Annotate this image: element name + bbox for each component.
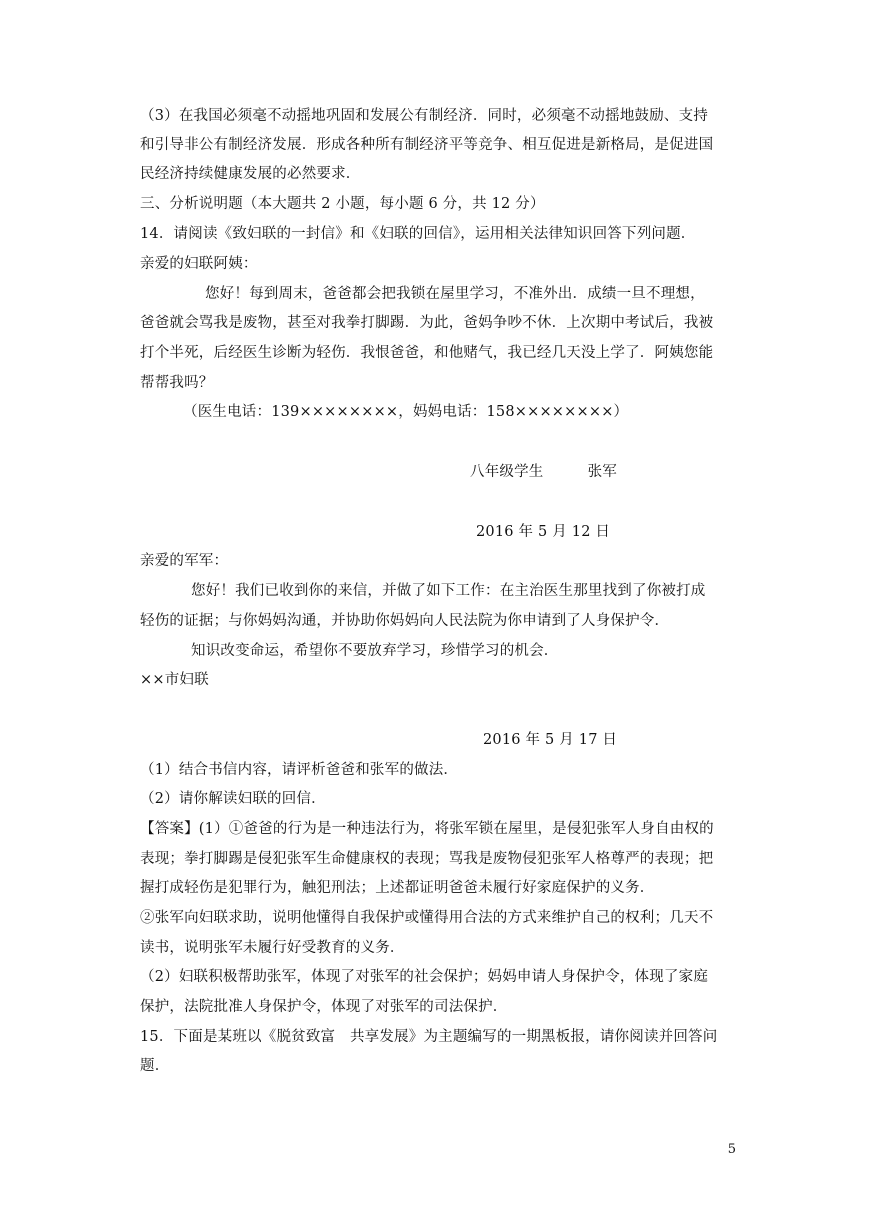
- q15-line-2: 题．: [140, 1058, 170, 1074]
- letter1-body-line-3: 打个半死，后经医生诊断为轻伤．我恨爸爸，和他赌气，我已经几天没上学了．阿姨您能: [140, 345, 714, 361]
- letter1-signature: 八年级学生 张军: [470, 464, 617, 480]
- q14-stem: 14．请阅读《致妇联的一封信》和《妇联的回信》，运用相关法律知识回答下列问题．: [140, 226, 696, 242]
- letter1-body-line-2: 爸爸就会骂我是废物，甚至对我拳打脚踢．为此，爸妈争吵不休．上次期中考试后，我被: [140, 315, 714, 331]
- q14-answer-line-3: 握打成轻伤是犯罪行为，触犯刑法；上述都证明爸爸未履行好家庭保护的义务．: [140, 880, 655, 896]
- q14-answer-line-1: 【答案】(1）①爸爸的行为是一种违法行为，将张军锁在屋里，是侵犯张军人身自由权的: [140, 821, 714, 837]
- letter1-date: 2016 年 5 月 12 日: [476, 524, 611, 540]
- letter2-salutation: 亲爱的军军：: [140, 553, 229, 569]
- q14-sub2: （2）请你解读妇联的回信．: [140, 791, 326, 807]
- answer-part3-line-3: 民经济持续健康发展的必然要求．: [140, 166, 361, 182]
- answer-part3-line-1: （3）在我国必须毫不动摇地巩固和发展公有制经济．同时，必须毫不动摇地鼓励、支持: [140, 108, 709, 124]
- letter2-date: 2016 年 5 月 17 日: [483, 732, 618, 748]
- page-number: 5: [727, 1142, 736, 1157]
- letter2-body-line-1: 您好！我们已收到你的来信，并做了如下工作：在主治医生那里找到了你被打成: [191, 583, 706, 599]
- q14-answer-line-2: 表现；拳打脚踢是侵犯张军生命健康权的表现；骂我是废物侵犯张军人格尊严的表现；把: [140, 851, 714, 867]
- q14-answer-line-5: 读书，说明张军未履行好受教育的义务．: [140, 940, 405, 956]
- section-heading: 三、分析说明题（本大题共 2 小题，每小题 6 分，共 12 分）: [140, 196, 545, 212]
- letter2-signature: ××市妇联: [140, 672, 209, 688]
- answer-part3-line-2: 和引导非公有制经济发展．形成各种所有制经济平等竞争、相互促进是新格局，是促进国: [140, 137, 714, 153]
- letter1-phones: （医生电话：139××××××××，妈妈电话：158××××××××）: [183, 404, 629, 420]
- q14-answer-line-6: （2）妇联积极帮助张军，体现了对张军的社会保护；妈妈申请人身保护令，体现了家庭: [140, 969, 709, 985]
- letter1-salutation: 亲爱的妇联阿姨：: [140, 256, 258, 272]
- letter2-closing: 知识改变命运，希望你不要放弃学习，珍惜学习的机会．: [191, 643, 559, 659]
- q15-line-1: 15．下面是某班以《脱贫致富 共享发展》为主题编写的一期黑板报，请你阅读并回答问: [140, 1029, 718, 1045]
- q14-sub1: （1）结合书信内容，请评析爸爸和张军的做法．: [140, 762, 459, 778]
- letter1-body-line-1: 您好！每到周末，爸爸都会把我锁在屋里学习，不准外出．成绩一旦不理想，: [205, 286, 705, 302]
- letter1-body-line-4: 帮帮我吗？: [140, 375, 214, 391]
- q14-answer-line-7: 保护，法院批准人身保护令，体现了对张军的司法保护．: [140, 999, 508, 1015]
- letter2-body-line-2: 轻伤的证据；与你妈妈沟通，并协助你妈妈向人民法院为你申请到了人身保护令．: [140, 613, 670, 629]
- q14-answer-line-4: ②张军向妇联求助，说明他懂得自我保护或懂得用合法的方式来维护自己的权利；几天不: [140, 910, 714, 926]
